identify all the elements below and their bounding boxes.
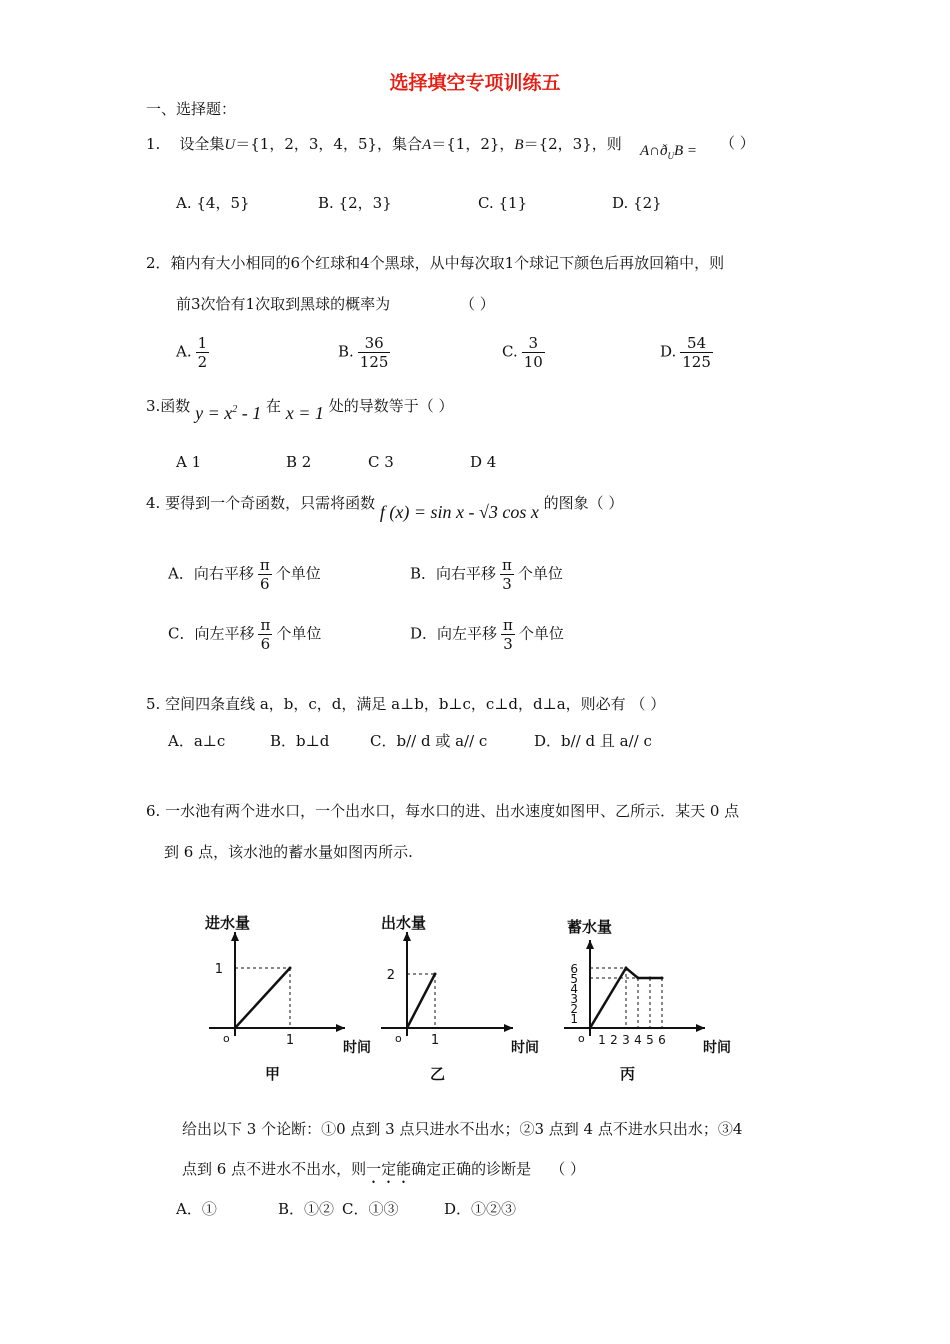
x-tick-label: 1	[430, 1033, 440, 1048]
data-point	[406, 1027, 409, 1030]
chart-bing	[564, 918, 731, 1083]
y-axis-label: 出水量	[381, 914, 427, 932]
section-heading: 一、选择题：	[146, 100, 237, 118]
q4-option-b: B．向右平移 $\frac{\pi}{3}$ 个单位	[410, 556, 563, 593]
y-axis-label: 进水量	[205, 914, 251, 932]
data-point	[637, 977, 640, 980]
q5-option-b: B．b⊥d	[270, 732, 330, 750]
y-axis-label: 蓄水量	[567, 918, 613, 936]
y-tick-label: 2	[386, 968, 395, 983]
data-point	[649, 977, 652, 980]
origin-label: o	[578, 1032, 585, 1045]
y-tick-label: 4	[570, 982, 578, 996]
q4-option-d: D．向左平移 $\frac{\pi}{3}$ 个单位	[410, 616, 564, 653]
data-point	[289, 967, 292, 970]
q3-option-d: D 4	[470, 453, 497, 471]
page-title: 选择填空专项训练五	[389, 72, 561, 94]
q4-option-a: A．向右平移 $\frac{\pi}{6}$ 个单位	[168, 556, 321, 593]
series-line	[235, 968, 290, 1028]
q1-A: A	[422, 137, 432, 153]
q1-bset: ＝{2，3}，则	[523, 135, 622, 153]
q3-option-c: C 3	[368, 453, 394, 471]
y-tick-label: 1	[570, 1012, 578, 1026]
water-charts	[195, 910, 735, 1095]
q2-option-a: A. $\frac{1}{2}$	[176, 334, 208, 371]
q1-answer-paren: （ ）	[720, 134, 755, 152]
x-tick-label: 3	[622, 1033, 630, 1047]
x-tick-label: 1	[598, 1033, 606, 1047]
q1-option-c: C. {1}	[478, 194, 528, 212]
chart-title: 甲	[265, 1065, 281, 1083]
x-tick-label: 2	[610, 1033, 618, 1047]
x-axis-arrow	[504, 1024, 513, 1032]
series-line	[407, 974, 435, 1028]
data-point	[589, 1027, 592, 1030]
q6-option-d: D．①②③	[444, 1200, 517, 1218]
x-axis-label: 时间	[511, 1040, 539, 1056]
q4-option-c: C．向左平移 $\frac{\pi}{6}$ 个单位	[168, 616, 322, 653]
emphasis-text: 一定能	[366, 1160, 412, 1178]
data-point	[434, 973, 437, 976]
q1-option-b: B. {2，3}	[318, 194, 392, 212]
q2-option-d: D. $\frac{54}{125}$	[660, 334, 711, 371]
q6-conclusion-2: 点到 6 点不进水不出水，则一定能确定正确的诊断是 （ ）	[182, 1160, 585, 1178]
x-tick-label: 6	[658, 1033, 666, 1047]
question-3: 3.函数 $y = x^2 - 1$ 在 x = 1 处的导数等于（ ）	[146, 397, 454, 423]
x-axis-arrow	[696, 1024, 705, 1032]
q5-line: 5. 空间四条直线 a，b，c，d，满足 a⊥b，b⊥c，c⊥d，d⊥a，则必有 （ ）	[146, 695, 666, 713]
q1-option-a: A. {4，5}	[176, 194, 250, 212]
origin-label: o	[395, 1032, 402, 1045]
q6-option-b: B．①②	[278, 1200, 335, 1218]
y-axis-arrow	[586, 940, 594, 949]
x-axis-label: 时间	[703, 1040, 731, 1056]
q1-expression: $A\cap ð_UB$ =	[640, 143, 698, 161]
q6-line1: 6. 一水池有两个进水口，一个出水口，每水口的进、出水速度如图甲、乙所示．某天 0 点	[146, 802, 740, 820]
q5-option-a: A．a⊥c	[168, 732, 226, 750]
q1-U: U	[224, 137, 236, 153]
chart-yi	[381, 914, 539, 1083]
q6-conclusion-1: 给出以下 3 个论断：①0 点到 3 点只进水不出水；②3 点到 4 点不进水只出水；③4	[182, 1120, 743, 1138]
y-axis-arrow	[403, 932, 411, 941]
origin-label: o	[223, 1032, 230, 1045]
data-point	[625, 967, 628, 970]
question-4: 4. 要得到一个奇函数，只需将函数 f (x) = sin x - √3 cos x 的图象（ ）	[146, 494, 624, 522]
x-tick-label: 5	[646, 1033, 654, 1047]
q2-option-c: C. $\frac{3}{10}$	[502, 334, 543, 371]
x-tick-label: 4	[634, 1033, 642, 1047]
data-point	[234, 1027, 237, 1030]
q1-aset: ＝{1，2}，	[431, 135, 515, 153]
x-tick-label: 1	[285, 1033, 295, 1048]
q1-pre: 设全集	[179, 135, 225, 153]
q2-answer-paren: （ ）	[460, 295, 495, 313]
q1-option-d: D. {2}	[612, 194, 662, 212]
q6-option-a: A．①	[176, 1200, 217, 1218]
y-axis-arrow	[231, 932, 239, 941]
q1-B: B	[514, 137, 524, 153]
y-tick-label: 3	[570, 992, 578, 1006]
y-tick-label: 5	[570, 972, 578, 986]
q2-line2: 前3次恰有1次取到黑球的概率为	[176, 295, 391, 313]
q1-uset: ＝{1，2，3，4，5}，集合	[235, 135, 423, 153]
q6-line2: 到 6 点，该水池的蓄水量如图丙所示.	[164, 843, 413, 861]
y-tick-label: 1	[214, 962, 223, 977]
chart-title: 乙	[430, 1065, 446, 1083]
q1-number: 1.	[146, 135, 161, 153]
q5-option-c: C．b// d 或 a// c	[370, 732, 488, 750]
chart-title: 丙	[620, 1065, 636, 1083]
x-axis-arrow	[336, 1024, 345, 1032]
q6-option-c: C．①③	[342, 1200, 399, 1218]
y-tick-label: 2	[570, 1002, 578, 1016]
data-point	[661, 977, 664, 980]
question-1	[146, 137, 622, 153]
q3-option-a: A 1	[176, 453, 202, 471]
q3-option-b: B 2	[286, 453, 312, 471]
y-tick-label: 6	[570, 962, 578, 976]
q2-line1: 2．箱内有大小相同的6个红球和4个黑球，从中每次取1个球记下颜色后再放回箱中，则	[146, 254, 725, 272]
chart-jia	[204, 914, 371, 1083]
q2-option-b: B. $\frac{36}{125}$	[338, 334, 389, 371]
x-axis-label: 时间	[343, 1040, 371, 1056]
q5-option-d: D．b// d 且 a// c	[534, 732, 652, 750]
